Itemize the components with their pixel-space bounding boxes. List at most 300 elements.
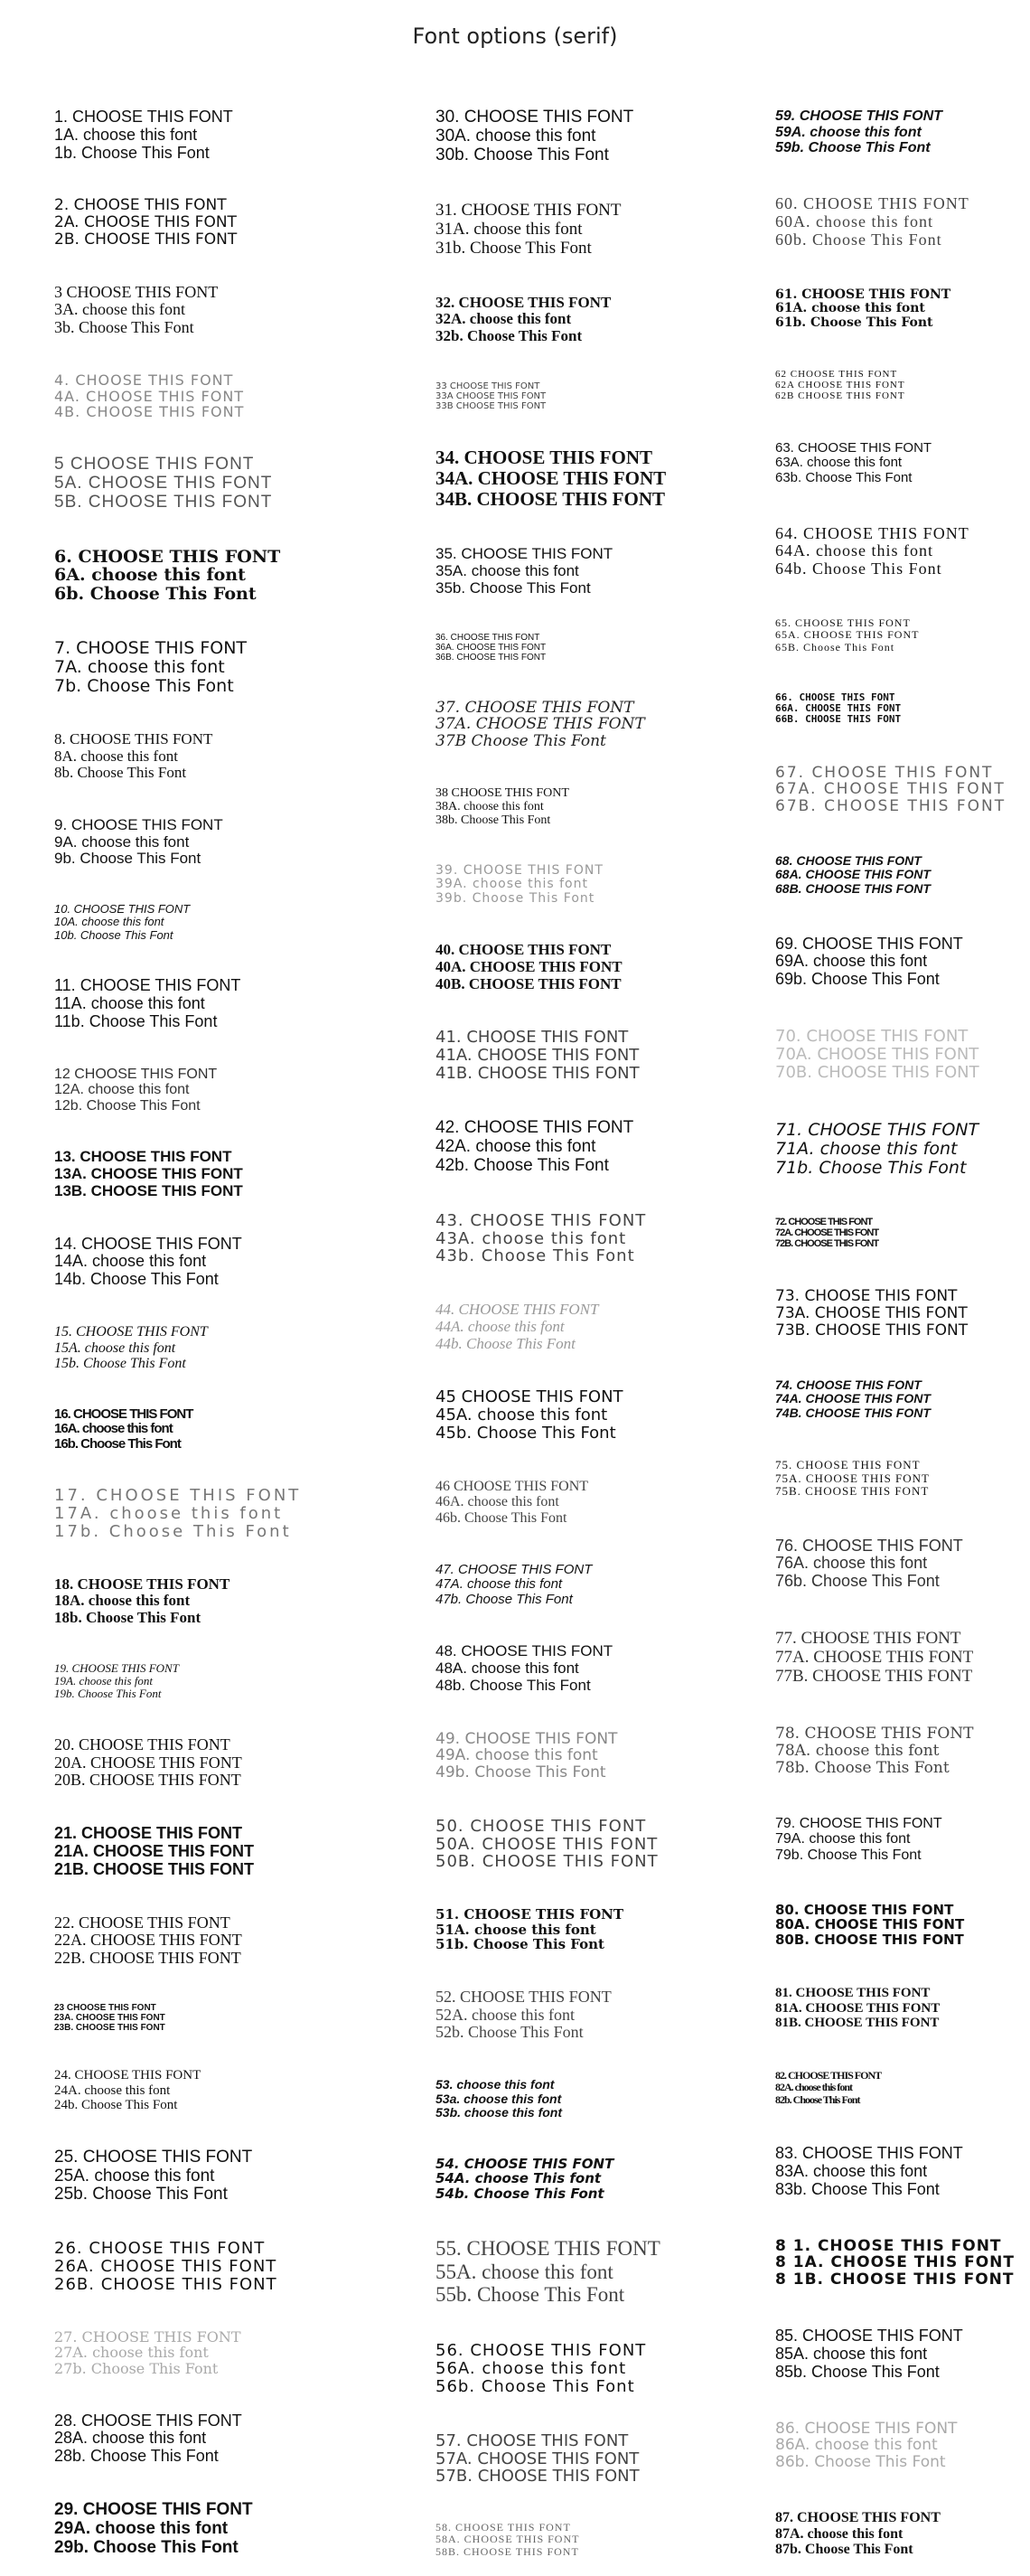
font-sample-line: 45A. choose this font: [435, 1406, 608, 1425]
font-sample-line: 42. CHOOSE THIS FONT: [435, 1117, 634, 1137]
font-sample-line: 81. CHOOSE THIS FONT: [775, 1986, 931, 2001]
font-option: [435, 447, 779, 510]
font-option: [775, 1903, 1019, 1948]
font-sample-line: 50A. CHOOSE THIS FONT: [435, 1834, 659, 1854]
font-sample-line: 16b. Choose This Font: [54, 1435, 181, 1452]
font-sample-line: 29b. Choose This Font: [54, 2537, 239, 2557]
font-sample-line: 4. CHOOSE THIS FONT: [54, 371, 234, 389]
font-sample-line: 59A. choose this font: [775, 124, 922, 140]
font-sample-line: 65. CHOOSE THIS FONT: [775, 616, 911, 630]
font-sample-line: 83. CHOOSE THIS FONT: [775, 2144, 963, 2163]
font-sample-line: 14. CHOOSE THIS FONT: [54, 1234, 242, 1253]
font-sample-line: 83A. choose this font: [775, 2161, 928, 2180]
font-option: [54, 639, 379, 696]
font-column-2: [435, 108, 779, 2558]
font-sample-line: 51. CHOOSE THIS FONT: [435, 1906, 624, 1923]
font-sample-line: 17A. choose this font: [54, 1504, 284, 1524]
font-sample-line: 86A. choose this font: [775, 2436, 938, 2455]
font-sample-line: 59b. Choose This Font: [775, 140, 931, 156]
font-sample-line: 67B. CHOOSE THIS FONT: [775, 797, 1007, 816]
font-sample-line: 33A CHOOSE THIS FONT: [435, 390, 547, 401]
font-option: [435, 633, 779, 663]
font-option: [775, 1288, 1019, 1339]
font-sample-line: 47A. choose this font: [435, 1576, 563, 1593]
font-option: [775, 108, 1019, 156]
font-sample-line: 76A. choose this font: [775, 1554, 928, 1573]
font-option: [54, 2501, 379, 2558]
font-sample-line: 78A. choose this font: [775, 1741, 940, 1760]
font-sample-line: 46 CHOOSE THIS FONT: [435, 1478, 589, 1494]
font-sample-line: 28. CHOOSE THIS FONT: [54, 2411, 242, 2430]
font-sample-line: 54A. choose This font: [435, 2170, 602, 2187]
font-option: [435, 2237, 779, 2306]
font-sample-line: 43A. choose this font: [435, 1228, 627, 1248]
font-option: [435, 1388, 779, 1442]
font-sample-line: 22. CHOOSE THIS FONT: [54, 1913, 230, 1932]
font-sample-line: 10A. choose this font: [54, 915, 164, 929]
font-option: [435, 1643, 779, 1694]
font-sample-line: 30. CHOOSE THIS FONT: [435, 108, 634, 127]
font-sample-line: 65B. Choose This Font: [775, 640, 895, 653]
font-option: [775, 2327, 1019, 2381]
font-option: [54, 284, 379, 337]
font-option: [54, 1736, 379, 1790]
font-option: [54, 731, 379, 782]
font-sample-line: 8 1. CHOOSE THIS FONT: [775, 2236, 1002, 2255]
font-sample-line: 35b. Choose This Font: [435, 578, 591, 597]
font-sample-line: 85A. choose this font: [775, 2344, 928, 2363]
font-sample-line: 22B. CHOOSE THIS FONT: [54, 1949, 241, 1968]
font-sample-line: 83b. Choose This Font: [775, 2179, 940, 2198]
font-option: [54, 1487, 379, 1540]
font-sample-line: 41A. CHOOSE THIS FONT: [435, 1046, 640, 1066]
font-sample-line: 9b. Choose This Font: [54, 850, 201, 868]
font-sample-line: 70A. CHOOSE THIS FONT: [775, 1045, 979, 1065]
font-sample-line: 79b. Choose This Font: [775, 1847, 922, 1863]
font-sample-line: 55b. Choose This Font: [435, 2282, 625, 2306]
font-sample-line: 10b. Choose This Font: [54, 927, 173, 942]
font-sample-line: 53b. choose this font: [435, 2105, 563, 2120]
font-sample-line: 69b. Choose This Font: [775, 970, 940, 989]
font-sample-line: 63. CHOOSE THIS FONT: [775, 439, 932, 456]
font-sample-line: 51b. Choose This Font: [435, 1936, 604, 1953]
font-sample-line: 87A. choose this font: [775, 2525, 904, 2542]
font-sample-line: 8 1A. CHOOSE THIS FONT: [775, 2253, 1016, 2272]
font-sample-line: 3A. choose this font: [54, 300, 185, 319]
font-sample-line: 25. CHOOSE THIS FONT: [54, 2147, 253, 2167]
font-sample-line: 55. CHOOSE THIS FONT: [435, 2237, 660, 2261]
font-sample-line: 78b. Choose This Font: [775, 1758, 950, 1777]
font-option: [54, 817, 379, 868]
font-sample-line: 13A. CHOOSE THIS FONT: [54, 1165, 243, 1183]
font-sample-line: 62B CHOOSE THIS FONT: [775, 390, 905, 402]
font-option: [775, 854, 1019, 896]
font-sample-line: 3 CHOOSE THIS FONT: [54, 282, 219, 301]
font-option: [775, 935, 1019, 989]
font-sample-line: 70B. CHOOSE THIS FONT: [775, 1062, 979, 1082]
font-option: [54, 1662, 379, 1701]
font-sample-line: 70. CHOOSE THIS FONT: [775, 1027, 969, 1047]
font-option: [54, 1324, 379, 1372]
font-sample-line: 71b. Choose This Font: [775, 1157, 967, 1178]
font-sample-line: 43b. Choose This Font: [435, 1246, 635, 1266]
font-sample-line: 78. CHOOSE THIS FONT: [775, 1725, 974, 1744]
font-sample-line: 8. CHOOSE THIS FONT: [54, 729, 213, 747]
font-option: [775, 2070, 1019, 2106]
font-sample-line: 44A. choose this font: [435, 1317, 565, 1335]
font-sample-line: 53a. choose this font: [435, 2091, 562, 2106]
font-sample-line: 21B. CHOOSE THIS FONT: [54, 1859, 255, 1878]
font-sample-line: 26. CHOOSE THIS FONT: [54, 2239, 266, 2259]
font-sample-line: 11A. choose this font: [54, 993, 205, 1012]
font-sample-line: 87b. Choose This Font: [775, 2542, 913, 2558]
font-option: [54, 1825, 379, 1878]
font-option: [54, 456, 379, 512]
font-option: [435, 2078, 779, 2120]
font-sample-line: 66B. CHOOSE THIS FONT: [775, 713, 902, 726]
font-sample-line: 31. CHOOSE THIS FONT: [435, 200, 622, 220]
font-option: [435, 2342, 779, 2395]
font-sample-line: 24A. choose this font: [54, 2082, 171, 2098]
font-sample-line: 7b. Choose This Font: [54, 676, 234, 697]
font-option: [54, 2003, 379, 2033]
font-sample-line: 68A. CHOOSE THIS FONT: [775, 867, 931, 882]
font-sample-line: 35. CHOOSE THIS FONT: [435, 545, 613, 563]
font-sample-line: 40B. CHOOSE THIS FONT: [435, 974, 622, 992]
font-sample-line: 77. CHOOSE THIS FONT: [775, 1629, 961, 1649]
font-sample-line: 22A. CHOOSE THIS FONT: [54, 1931, 242, 1950]
font-sample-line: 68. CHOOSE THIS FONT: [775, 853, 922, 869]
font-sample-line: 26B. CHOOSE THIS FONT: [54, 2275, 277, 2295]
font-sample-line: 19A. choose this font: [54, 1674, 154, 1688]
font-sample-line: 63A. choose this font: [775, 455, 903, 471]
font-sample-line: 80. CHOOSE THIS FONT: [775, 1901, 954, 1918]
font-sample-line: 5B. CHOOSE THIS FONT: [54, 492, 273, 512]
font-option: [775, 195, 1019, 249]
font-sample-line: 18. CHOOSE THIS FONT: [54, 1575, 230, 1593]
font-sample-line: 74. CHOOSE THIS FONT: [775, 1377, 922, 1392]
font-option: [435, 1818, 779, 1871]
font-option: [435, 381, 779, 411]
font-column-3: [775, 108, 1019, 2558]
font-sample-line: 20. CHOOSE THIS FONT: [54, 1735, 230, 1753]
font-sample-line: 64A. choose this font: [775, 541, 933, 560]
font-option: [775, 525, 1019, 578]
font-sample-line: 15b. Choose This Font: [54, 1356, 186, 1372]
font-sample-line: 72. CHOOSE THIS FONT: [775, 1216, 873, 1227]
font-sample-line: 27b. Choose This Font: [54, 2360, 219, 2378]
font-option: [435, 942, 779, 992]
font-sample-line: 77A. CHOOSE THIS FONT: [775, 1648, 974, 1668]
font-sample-line: 27A. choose this font: [54, 2344, 209, 2362]
font-sample-line: 60A. choose this font: [775, 212, 933, 230]
font-sample-line: 77B. CHOOSE THIS FONT: [775, 1666, 973, 1686]
font-sample-line: 46A. choose this font: [435, 1494, 559, 1510]
font-sample-line: 80B. CHOOSE THIS FONT: [775, 1931, 964, 1948]
font-sample-line: 16A. choose this font: [54, 1421, 173, 1437]
font-sample-line: 37. CHOOSE THIS FONT: [435, 698, 634, 717]
font-option: [775, 2145, 1019, 2198]
font-option: [435, 1212, 779, 1265]
font-sample-line: 47b. Choose This Font: [435, 1591, 573, 1607]
font-sample-line: 13B. CHOOSE THIS FONT: [54, 1181, 243, 1199]
font-sample-line: 82A. choose this font: [775, 2081, 853, 2094]
font-option: [435, 1119, 779, 1176]
font-sample-line: 38A. choose this font: [435, 800, 544, 814]
font-sample-line: 37A. CHOOSE THIS FONT: [435, 715, 645, 734]
font-sample-line: 79. CHOOSE THIS FONT: [775, 1815, 942, 1831]
font-sample-line: 1b. Choose This Font: [54, 143, 210, 162]
font-option: [54, 2412, 379, 2466]
font-sample-line: 15A. choose this font: [54, 1340, 176, 1356]
font-sample-line: 7A. choose this font: [54, 657, 225, 678]
font-option: [435, 295, 779, 345]
font-sample-line: 4B. CHOOSE THIS FONT: [54, 403, 245, 421]
font-sample-line: 75. CHOOSE THIS FONT: [775, 1458, 921, 1472]
font-sample-line: 52A. choose this font: [435, 2005, 575, 2024]
font-sample-line: 5 CHOOSE THIS FONT: [54, 454, 255, 474]
font-option: [775, 1121, 1019, 1178]
font-option: [775, 2421, 1019, 2471]
font-sample-line: 69A. choose this font: [775, 952, 928, 971]
font-option: [435, 700, 779, 750]
font-option: [775, 1537, 1019, 1591]
font-sample-line: 33 CHOOSE THIS FONT: [435, 381, 540, 391]
font-option: [54, 197, 379, 248]
font-sample-line: 35A. choose this font: [435, 561, 579, 579]
font-option: [435, 1563, 779, 1608]
font-sample-line: 80A. CHOOSE THIS FONT: [775, 1916, 965, 1933]
font-sample-line: 12b. Choose This Font: [54, 1097, 201, 1114]
font-sample-line: 8 1B. CHOOSE THIS FONT: [775, 2270, 1015, 2289]
font-option: [775, 2510, 1019, 2558]
font-sample-line: 24. CHOOSE THIS FONT: [54, 2068, 201, 2083]
font-sample-line: 1. CHOOSE THIS FONT: [54, 108, 233, 126]
font-sample-line: 86b. Choose This Font: [775, 2453, 946, 2472]
font-option: [435, 1907, 779, 1952]
font-sample-line: 68B. CHOOSE THIS FONT: [775, 880, 931, 896]
font-sample-line: 7. CHOOSE THIS FONT: [54, 638, 248, 659]
font-sample-line: 57A. CHOOSE THIS FONT: [435, 2449, 640, 2468]
font-option: [54, 372, 379, 420]
font-sample-line: 73B. CHOOSE THIS FONT: [775, 1321, 969, 1340]
font-sample-line: 43. CHOOSE THIS FONT: [435, 1210, 647, 1230]
font-sample-line: 34B. CHOOSE THIS FONT: [435, 488, 666, 511]
font-sample-line: 58. CHOOSE THIS FONT: [435, 2521, 571, 2534]
font-sample-line: 8A. choose this font: [54, 747, 178, 765]
font-sample-line: 24b. Choose This Font: [54, 2098, 178, 2113]
font-sample-line: 23A. CHOOSE THIS FONT: [54, 2013, 165, 2024]
font-sample-line: 36A. CHOOSE THIS FONT: [435, 643, 547, 653]
font-option: [435, 1988, 779, 2042]
font-option: [775, 2238, 1019, 2289]
font-sample-line: 55A. choose this font: [435, 2260, 613, 2283]
font-sample-line: 53. choose this font: [435, 2077, 555, 2092]
font-sample-line: 31b. Choose This Font: [435, 238, 592, 258]
font-sample-line: 17. CHOOSE THIS FONT: [54, 1486, 302, 1506]
font-sample-line: 45 CHOOSE THIS FONT: [435, 1387, 623, 1407]
font-sample-line: 32. CHOOSE THIS FONT: [435, 293, 612, 311]
font-sample-line: 29A. choose this font: [54, 2519, 229, 2539]
font-option: [54, 2240, 379, 2293]
font-sample-line: 82b. Choose This Font: [775, 2092, 860, 2106]
font-sample-line: 87. CHOOSE THIS FONT: [775, 2510, 941, 2526]
font-option: [435, 1731, 779, 1782]
font-option: [54, 548, 379, 605]
font-sample-line: 31A. choose this font: [435, 219, 583, 239]
font-sample-line: 72B. CHOOSE THIS FONT: [775, 1238, 879, 1250]
font-sample-line: 57B. CHOOSE THIS FONT: [435, 2467, 640, 2487]
font-sample-line: 11b. Choose This Font: [54, 1011, 218, 1030]
font-option: [775, 1378, 1019, 1420]
font-sample-line: 18b. Choose This Font: [54, 1609, 201, 1627]
font-sample-line: 67A. CHOOSE THIS FONT: [775, 780, 1006, 799]
page-title: Font options (serif): [412, 24, 618, 49]
font-sample-line: 74A. CHOOSE THIS FONT: [775, 1391, 931, 1406]
font-option: [54, 2148, 379, 2205]
font-option: [775, 1217, 1019, 1249]
font-option: [775, 369, 1019, 401]
font-sample-line: 72A. CHOOSE THIS FONT: [775, 1227, 879, 1238]
font-sample-line: 44b. Choose This Font: [435, 1334, 576, 1352]
font-sample-line: 32b. Choose This Font: [435, 326, 583, 344]
font-sample-line: 66. CHOOSE THIS FONT: [775, 691, 895, 704]
font-sample-line: 36. CHOOSE THIS FONT: [435, 633, 540, 644]
font-option: [54, 1576, 379, 1627]
font-sample-line: 64. CHOOSE THIS FONT: [775, 523, 969, 542]
font-sample-line: 44. CHOOSE THIS FONT: [435, 1301, 599, 1319]
font-sample-line: 18A. choose this font: [54, 1592, 191, 1610]
font-sample-line: 21A. CHOOSE THIS FONT: [54, 1842, 255, 1861]
font-sample-line: 48. CHOOSE THIS FONT: [435, 1642, 613, 1660]
font-sample-line: 85b. Choose This Font: [775, 2362, 940, 2381]
font-sample-line: 2. CHOOSE THIS FONT: [54, 196, 227, 215]
font-sample-line: 51A. choose this font: [435, 1921, 596, 1938]
font-option: [775, 765, 1019, 815]
font-sample-line: 58B. CHOOSE THIS FONT: [435, 2544, 579, 2558]
font-sample-line: 56b. Choose This Font: [435, 2376, 635, 2396]
font-sample-line: 34A. CHOOSE THIS FONT: [435, 466, 667, 489]
font-option: [775, 692, 1019, 725]
font-sample-line: 41. CHOOSE THIS FONT: [435, 1028, 629, 1048]
font-option: [435, 546, 779, 597]
font-sample-line: 3b. Choose This Font: [54, 318, 194, 337]
font-option: [54, 903, 379, 942]
font-sample-line: 6b. Choose This Font: [54, 584, 257, 605]
font-option: [54, 1407, 379, 1453]
font-sample-line: 76. CHOOSE THIS FONT: [775, 1536, 963, 1555]
font-sample-line: 9. CHOOSE THIS FONT: [54, 816, 223, 834]
font-sample-line: 46b. Choose This Font: [435, 1510, 567, 1527]
font-sample-line: 30b. Choose This Font: [435, 145, 609, 165]
font-sample-line: 60. CHOOSE THIS FONT: [775, 194, 969, 213]
font-option: [54, 2329, 379, 2377]
font-option: [435, 108, 779, 165]
font-option: [54, 2068, 379, 2113]
font-option: [775, 288, 1019, 330]
font-sample-line: 25b. Choose This Font: [54, 2185, 228, 2205]
font-sample-line: 6. CHOOSE THIS FONT: [54, 546, 281, 567]
font-option: [435, 2432, 779, 2486]
font-option: [54, 108, 379, 162]
font-sample-line: 49A. choose this font: [435, 1746, 598, 1765]
font-sample-line: 54. CHOOSE THIS FONT: [435, 2155, 614, 2172]
font-option: [54, 1914, 379, 1968]
font-sample-line: 39. CHOOSE THIS FONT: [435, 862, 604, 878]
font-option: [775, 1459, 1019, 1498]
font-sample-line: 29. CHOOSE THIS FONT: [54, 2500, 253, 2520]
font-sample-line: 37B Choose This Font: [435, 731, 606, 750]
font-sample-line: 73. CHOOSE THIS FONT: [775, 1287, 958, 1306]
font-sample-line: 33B CHOOSE THIS FONT: [435, 400, 547, 411]
font-option: [435, 2522, 779, 2558]
font-sample-line: 61A. choose this font: [775, 301, 925, 316]
font-sample-line: 27. CHOOSE THIS FONT: [54, 2327, 241, 2346]
font-sample-line: 28A. choose this font: [54, 2429, 207, 2448]
font-sample-line: 20B. CHOOSE THIS FONT: [54, 1771, 241, 1790]
font-option: [775, 1986, 1019, 2031]
font-sample-line: 67. CHOOSE THIS FONT: [775, 763, 994, 782]
font-sample-line: 45b. Choose This Font: [435, 1423, 616, 1443]
font-sample-line: 62 CHOOSE THIS FONT: [775, 369, 898, 381]
font-sample-line: 2B. CHOOSE THIS FONT: [54, 230, 238, 249]
font-sample-line: 23B. CHOOSE THIS FONT: [54, 2023, 165, 2034]
font-sample-line: 61b. Choose This Font: [775, 315, 933, 330]
font-sample-line: 56A. choose this font: [435, 2359, 627, 2379]
font-option: [435, 202, 779, 259]
font-sample-line: 54b. Choose This Font: [435, 2185, 604, 2202]
font-sample-line: 52. CHOOSE THIS FONT: [435, 1987, 612, 2006]
font-sample-line: 59. CHOOSE THIS FONT: [775, 108, 942, 124]
font-sample-line: 86. CHOOSE THIS FONT: [775, 2419, 958, 2438]
font-sample-line: 12 CHOOSE THIS FONT: [54, 1066, 218, 1082]
font-sample-line: 40. CHOOSE THIS FONT: [435, 941, 612, 959]
font-sample-line: 60b. Choose This Font: [775, 230, 942, 249]
font-sample-line: 19. CHOOSE THIS FONT: [54, 1660, 179, 1675]
font-sample-line: 49b. Choose This Font: [435, 1763, 606, 1782]
font-sample-line: 47. CHOOSE THIS FONT: [435, 1561, 593, 1577]
font-option: [54, 1067, 379, 1114]
font-sample-line: 57. CHOOSE THIS FONT: [435, 2430, 629, 2450]
font-sample-line: 42A. choose this font: [435, 1136, 596, 1156]
font-option: [54, 1149, 379, 1199]
font-sample-line: 13. CHOOSE THIS FONT: [54, 1148, 232, 1166]
font-sample-line: 75A. CHOOSE THIS FONT: [775, 1471, 930, 1485]
font-sample-line: 63b. Choose This Font: [775, 469, 913, 485]
font-sample-line: 65A. CHOOSE THIS FONT: [775, 628, 920, 642]
font-sample-line: 6A. choose this font: [54, 565, 246, 586]
font-sample-line: 38 CHOOSE THIS FONT: [435, 785, 569, 800]
font-option: [54, 1236, 379, 1289]
font-sample-line: 11. CHOOSE THIS FONT: [54, 976, 241, 995]
font-sample-line: 64b. Choose This Font: [775, 559, 942, 578]
font-column-1: [54, 108, 379, 2558]
font-sample-line: 36B. CHOOSE THIS FONT: [435, 653, 547, 663]
font-sample-line: 81A. CHOOSE THIS FONT: [775, 2000, 941, 2016]
font-option: [775, 1725, 1019, 1776]
font-sample-line: 17b. Choose This Font: [54, 1521, 292, 1541]
font-sample-line: 5A. CHOOSE THIS FONT: [54, 473, 273, 493]
font-option: [54, 977, 379, 1030]
font-sample-line: 49. CHOOSE THIS FONT: [435, 1729, 618, 1748]
font-sample-line: 28b. Choose This Font: [54, 2447, 219, 2466]
font-sample-line: 39b. Choose This Font: [435, 890, 595, 906]
font-sample-line: 61. CHOOSE THIS FONT: [775, 287, 951, 302]
font-sample-line: 85. CHOOSE THIS FONT: [775, 2327, 963, 2346]
font-sample-line: 71. CHOOSE THIS FONT: [775, 1119, 979, 1140]
font-sample-line: 74B. CHOOSE THIS FONT: [775, 1405, 931, 1420]
font-sample-line: 32A. choose this font: [435, 310, 572, 328]
